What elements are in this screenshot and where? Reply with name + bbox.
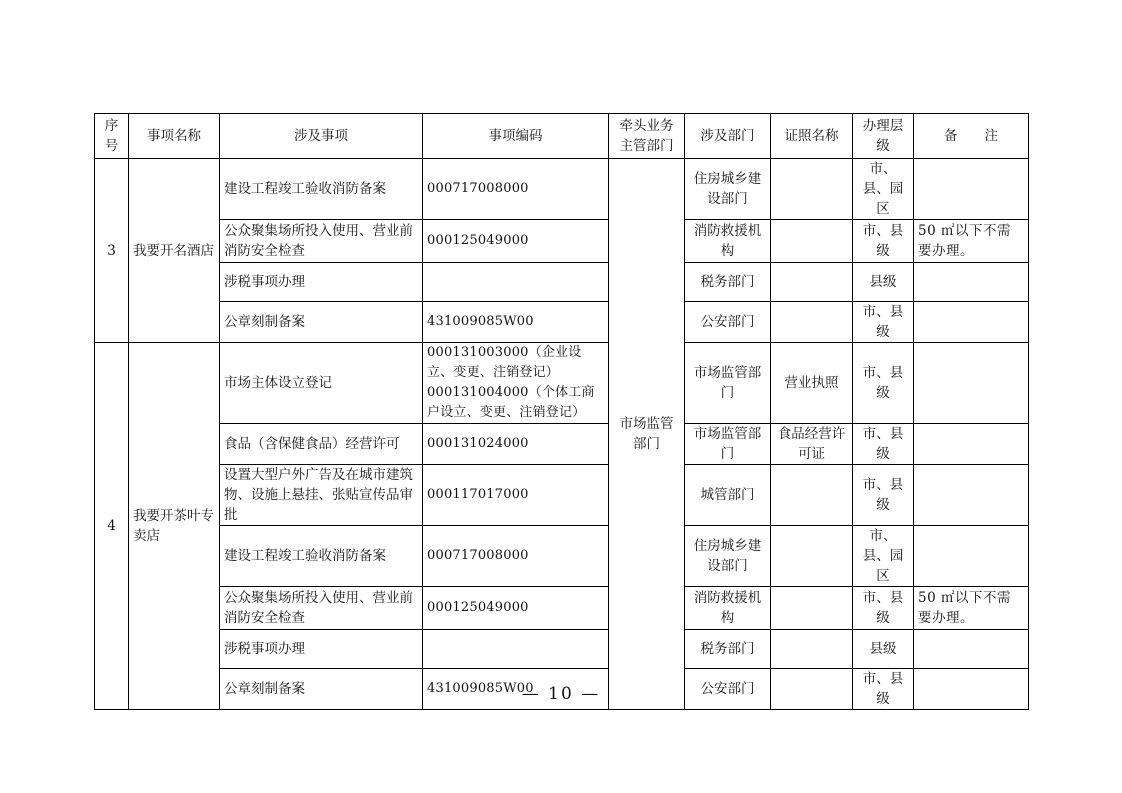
- license-name: [771, 587, 853, 630]
- group-name: 我要开茶叶专卖店: [129, 343, 220, 710]
- header-involved: 涉及事项: [220, 114, 423, 159]
- header-license: 证照名称: [771, 114, 853, 159]
- item-code: 000131003000（企业设立、变更、注销登记）000131004000（个体工商户设立、变更、注销登记）: [423, 343, 609, 424]
- handling-level: 市、县级: [853, 302, 914, 343]
- item-code: 000717008000: [423, 159, 609, 220]
- involved-item: 市场主体设立登记: [220, 343, 423, 424]
- item-code: [423, 263, 609, 302]
- item-code: [423, 630, 609, 669]
- note: 50 ㎡以下不需要办理。: [914, 587, 1029, 630]
- involved-item: 食品（含保健食品）经营许可: [220, 424, 423, 465]
- group-seq: 4: [95, 343, 129, 710]
- involved-dept: 公安部门: [685, 669, 771, 710]
- handling-level: 县级: [853, 263, 914, 302]
- involved-dept: 公安部门: [685, 302, 771, 343]
- handling-level: 市、县、园区: [853, 526, 914, 587]
- involved-dept: 税务部门: [685, 630, 771, 669]
- header-note: 备 注: [914, 114, 1029, 159]
- involved-item: 公章刻制备案: [220, 302, 423, 343]
- item-code: 000717008000: [423, 526, 609, 587]
- page-number: — 10 —: [521, 684, 601, 704]
- item-code: 431009085W00: [423, 302, 609, 343]
- header-code: 事项编码: [423, 114, 609, 159]
- table-row: [95, 302, 1029, 343]
- involved-dept: 市场监管部门: [685, 343, 771, 424]
- involved-item: 涉税事项办理: [220, 630, 423, 669]
- header-level: 办理层级: [853, 114, 914, 159]
- license-name: 食品经营许可证: [771, 424, 853, 465]
- note: [914, 302, 1029, 343]
- item-code: 000131024000: [423, 424, 609, 465]
- note: [914, 159, 1029, 220]
- note: 50 ㎡以下不需要办理。: [914, 220, 1029, 263]
- involved-item: 公众聚集场所投入使用、营业前消防安全检查: [220, 220, 423, 263]
- license-name: [771, 220, 853, 263]
- table-row: [95, 465, 1029, 526]
- note: [914, 263, 1029, 302]
- lead-dept: 市场监管部门: [609, 159, 685, 710]
- header-row: [95, 114, 1029, 159]
- note: [914, 630, 1029, 669]
- handling-level: 市、县级: [853, 424, 914, 465]
- group-seq: 3: [95, 159, 129, 343]
- header-lead-dept: 牵头业务主管部门: [609, 114, 685, 159]
- note: [914, 465, 1029, 526]
- item-code: 000125049000: [423, 587, 609, 630]
- handling-level: 市、县级: [853, 220, 914, 263]
- involved-item: 设置大型户外广告及在城市建筑物、设施上悬挂、张贴宣传品审批: [220, 465, 423, 526]
- table-row: [95, 220, 1029, 263]
- license-name: [771, 263, 853, 302]
- handling-level: 市、县级: [853, 343, 914, 424]
- involved-dept: 住房城乡建设部门: [685, 159, 771, 220]
- involved-item: 建设工程竣工验收消防备案: [220, 159, 423, 220]
- table-row: [95, 263, 1029, 302]
- handling-level: 市、县、园区: [853, 159, 914, 220]
- table-row: [95, 526, 1029, 587]
- handling-level: 市、县级: [853, 669, 914, 710]
- license-name: [771, 465, 853, 526]
- item-code: 000125049000: [423, 220, 609, 263]
- involved-dept: 住房城乡建设部门: [685, 526, 771, 587]
- handling-level: 县级: [853, 630, 914, 669]
- group-name: 我要开名酒店: [129, 159, 220, 343]
- involved-item: 涉税事项办理: [220, 263, 423, 302]
- handling-level: 市、县级: [853, 465, 914, 526]
- involved-dept: 市场监管部门: [685, 424, 771, 465]
- license-name: [771, 302, 853, 343]
- involved-dept: 消防救援机构: [685, 587, 771, 630]
- license-name: [771, 526, 853, 587]
- table-row: [95, 159, 1029, 220]
- involved-item: 建设工程竣工验收消防备案: [220, 526, 423, 587]
- license-name: [771, 630, 853, 669]
- header-involved-dept: 涉及部门: [685, 114, 771, 159]
- header-item-name: 事项名称: [129, 114, 220, 159]
- item-code: 000117017000: [423, 465, 609, 526]
- table-row: [95, 630, 1029, 669]
- involved-dept: 消防救援机构: [685, 220, 771, 263]
- license-name: 营业执照: [771, 343, 853, 424]
- note: [914, 526, 1029, 587]
- note: [914, 343, 1029, 424]
- header-seq: 序号: [95, 114, 129, 159]
- involved-item: 公众聚集场所投入使用、营业前消防安全检查: [220, 587, 423, 630]
- table-row: [95, 587, 1029, 630]
- handling-level: 市、县级: [853, 587, 914, 630]
- involved-dept: 城管部门: [685, 465, 771, 526]
- table-row: [95, 424, 1029, 465]
- table-row: [95, 343, 1029, 424]
- note: [914, 424, 1029, 465]
- license-name: [771, 159, 853, 220]
- involved-item: 公章刻制备案: [220, 669, 423, 710]
- involved-dept: 税务部门: [685, 263, 771, 302]
- item-code: 431009085W00: [423, 669, 609, 710]
- service-items-table: [94, 113, 1029, 710]
